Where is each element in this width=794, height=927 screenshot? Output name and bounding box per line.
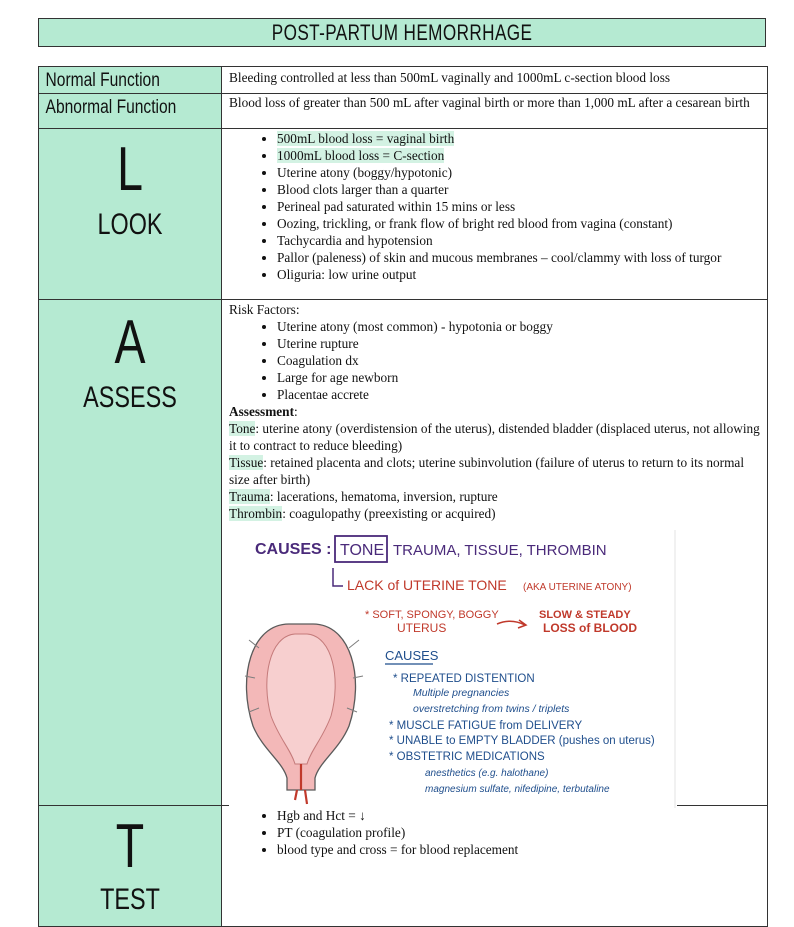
test-row (39, 806, 768, 927)
risk-item: • Large for age newborn (277, 369, 761, 386)
sketch-cause-4: * OBSTETRIC MEDICATIONS (389, 751, 545, 763)
look-row (39, 129, 768, 300)
risk-item: • Uterine rupture (277, 335, 761, 352)
sketch-causes-label: CAUSES : (255, 541, 332, 558)
sketch-cause-4a: anesthetics (e.g. halothane) (425, 768, 549, 779)
assess-word: ASSESS (83, 381, 177, 414)
tone-line: Tone: uterine atony (overdistension of the uterus), distended bladder (displaced uterus, not allowing it to contract to reduce bleeding) (229, 421, 760, 453)
sketch-slow-1: SLOW & STEADY (539, 609, 631, 621)
look-item: • Oliguria: low urine output (277, 266, 761, 283)
risk-factors-list (229, 318, 761, 403)
assess-row (39, 300, 768, 806)
normal-function-label-cell (39, 67, 222, 93)
sketch-causes-2: CAUSES (385, 648, 439, 663)
tone-term: Tone (229, 421, 256, 436)
sketch-cause-3: * UNABLE to EMPTY BLADDER (pushes on uterus) (389, 735, 655, 747)
sketch-soft-1: * SOFT, SPONGY, BOGGY (365, 609, 499, 621)
abnormal-function-row (39, 94, 768, 129)
look-item: • 1000mL blood loss = C-section (277, 147, 761, 164)
trauma-term: Trauma (229, 489, 270, 504)
assess-label-cell (39, 300, 222, 805)
care-table (38, 66, 768, 927)
test-list (229, 807, 761, 858)
sketch-aka: (AKA UTERINE ATONY) (523, 582, 632, 593)
tissue-line: Tissue: retained placenta and clots; uterine subinvolution (failure of uterus to return to its normal size after birth) (229, 455, 745, 487)
look-letter: L (117, 135, 143, 204)
look-label-cell (39, 129, 222, 299)
normal-function-row (39, 67, 768, 94)
risk-item: • Coagulation dx (277, 352, 761, 369)
risk-factors-heading: Risk Factors: (229, 302, 300, 317)
sketch-cause-1b: overstretching from twins / triplets (413, 703, 570, 715)
sketch-others: TRAUMA, TISSUE, THROMBIN (393, 542, 607, 559)
normal-function-label: Normal Function (45, 70, 160, 91)
uterine-atony-sketch (229, 528, 677, 810)
test-item: • PT (coagulation profile) (277, 824, 761, 841)
look-content (222, 129, 768, 299)
page-title: POST-PARTUM HEMORRHAGE (38, 18, 766, 47)
risk-item: • Uterine atony (most common) - hypotonia or boggy (277, 318, 761, 335)
thrombin-line: Thrombin: coagulopathy (preexisting or acquired) (229, 506, 496, 521)
sketch-cause-4b: magnesium sulfate, nifedipine, terbutaline (425, 784, 610, 795)
look-item: • Uterine atony (boggy/hypotonic) (277, 164, 761, 181)
sketch-lack: LACK of UTERINE TONE (347, 577, 507, 593)
normal-function-text: Bleeding controlled at less than 500mL vaginally and 1000mL c-section blood loss (222, 67, 768, 93)
test-content (222, 806, 768, 926)
look-item: • Perineal pad saturated within 15 mins or less (277, 198, 761, 215)
test-item: • blood type and cross = for blood replacement (277, 841, 761, 858)
sketch-soft-2: UTERUS (397, 621, 447, 635)
look-item: • Blood clots larger than a quarter (277, 181, 761, 198)
sketch-slow-2: LOSS of BLOOD (543, 621, 637, 635)
abnormal-function-text: Blood loss of greater than 500 mL after vaginal birth or more than 1,000 mL after a cesarean birth (222, 94, 768, 128)
look-item: • Tachycardia and hypotension (277, 232, 761, 249)
thrombin-term: Thrombin (229, 506, 283, 521)
risk-item: • Placentae accrete (277, 386, 761, 403)
look-list (229, 130, 761, 283)
assess-content (222, 300, 768, 805)
sketch-cause-1a: Multiple pregnancies (413, 687, 510, 699)
trauma-line: Trauma: lacerations, hematoma, inversion, rupture (229, 489, 498, 504)
sketch-cause-2: * MUSCLE FATIGUE from DELIVERY (389, 720, 583, 732)
sketch-tone: TONE (340, 542, 385, 559)
assessment-heading: Assessment: (229, 404, 298, 419)
test-item: • Hgb and Hct = ↓ (277, 807, 761, 824)
look-item: • Oozing, trickling, or frank flow of bright red blood from vagina (constant) (277, 215, 761, 232)
test-letter: T (115, 812, 145, 881)
abnormal-function-label-cell (39, 94, 222, 128)
assess-letter: A (114, 308, 146, 377)
test-word: TEST (100, 883, 160, 916)
sketch-cause-1: * REPEATED DISTENTION (393, 673, 535, 685)
look-item: • Pallor (paleness) of skin and mucous membranes – cool/clammy with loss of turgor (277, 249, 761, 266)
tissue-term: Tissue (229, 455, 264, 470)
abnormal-function-label: Abnormal Function (45, 97, 177, 118)
look-word: LOOK (97, 208, 163, 241)
test-label-cell (39, 806, 222, 926)
look-item: • 500mL blood loss = vaginal birth (277, 130, 761, 147)
